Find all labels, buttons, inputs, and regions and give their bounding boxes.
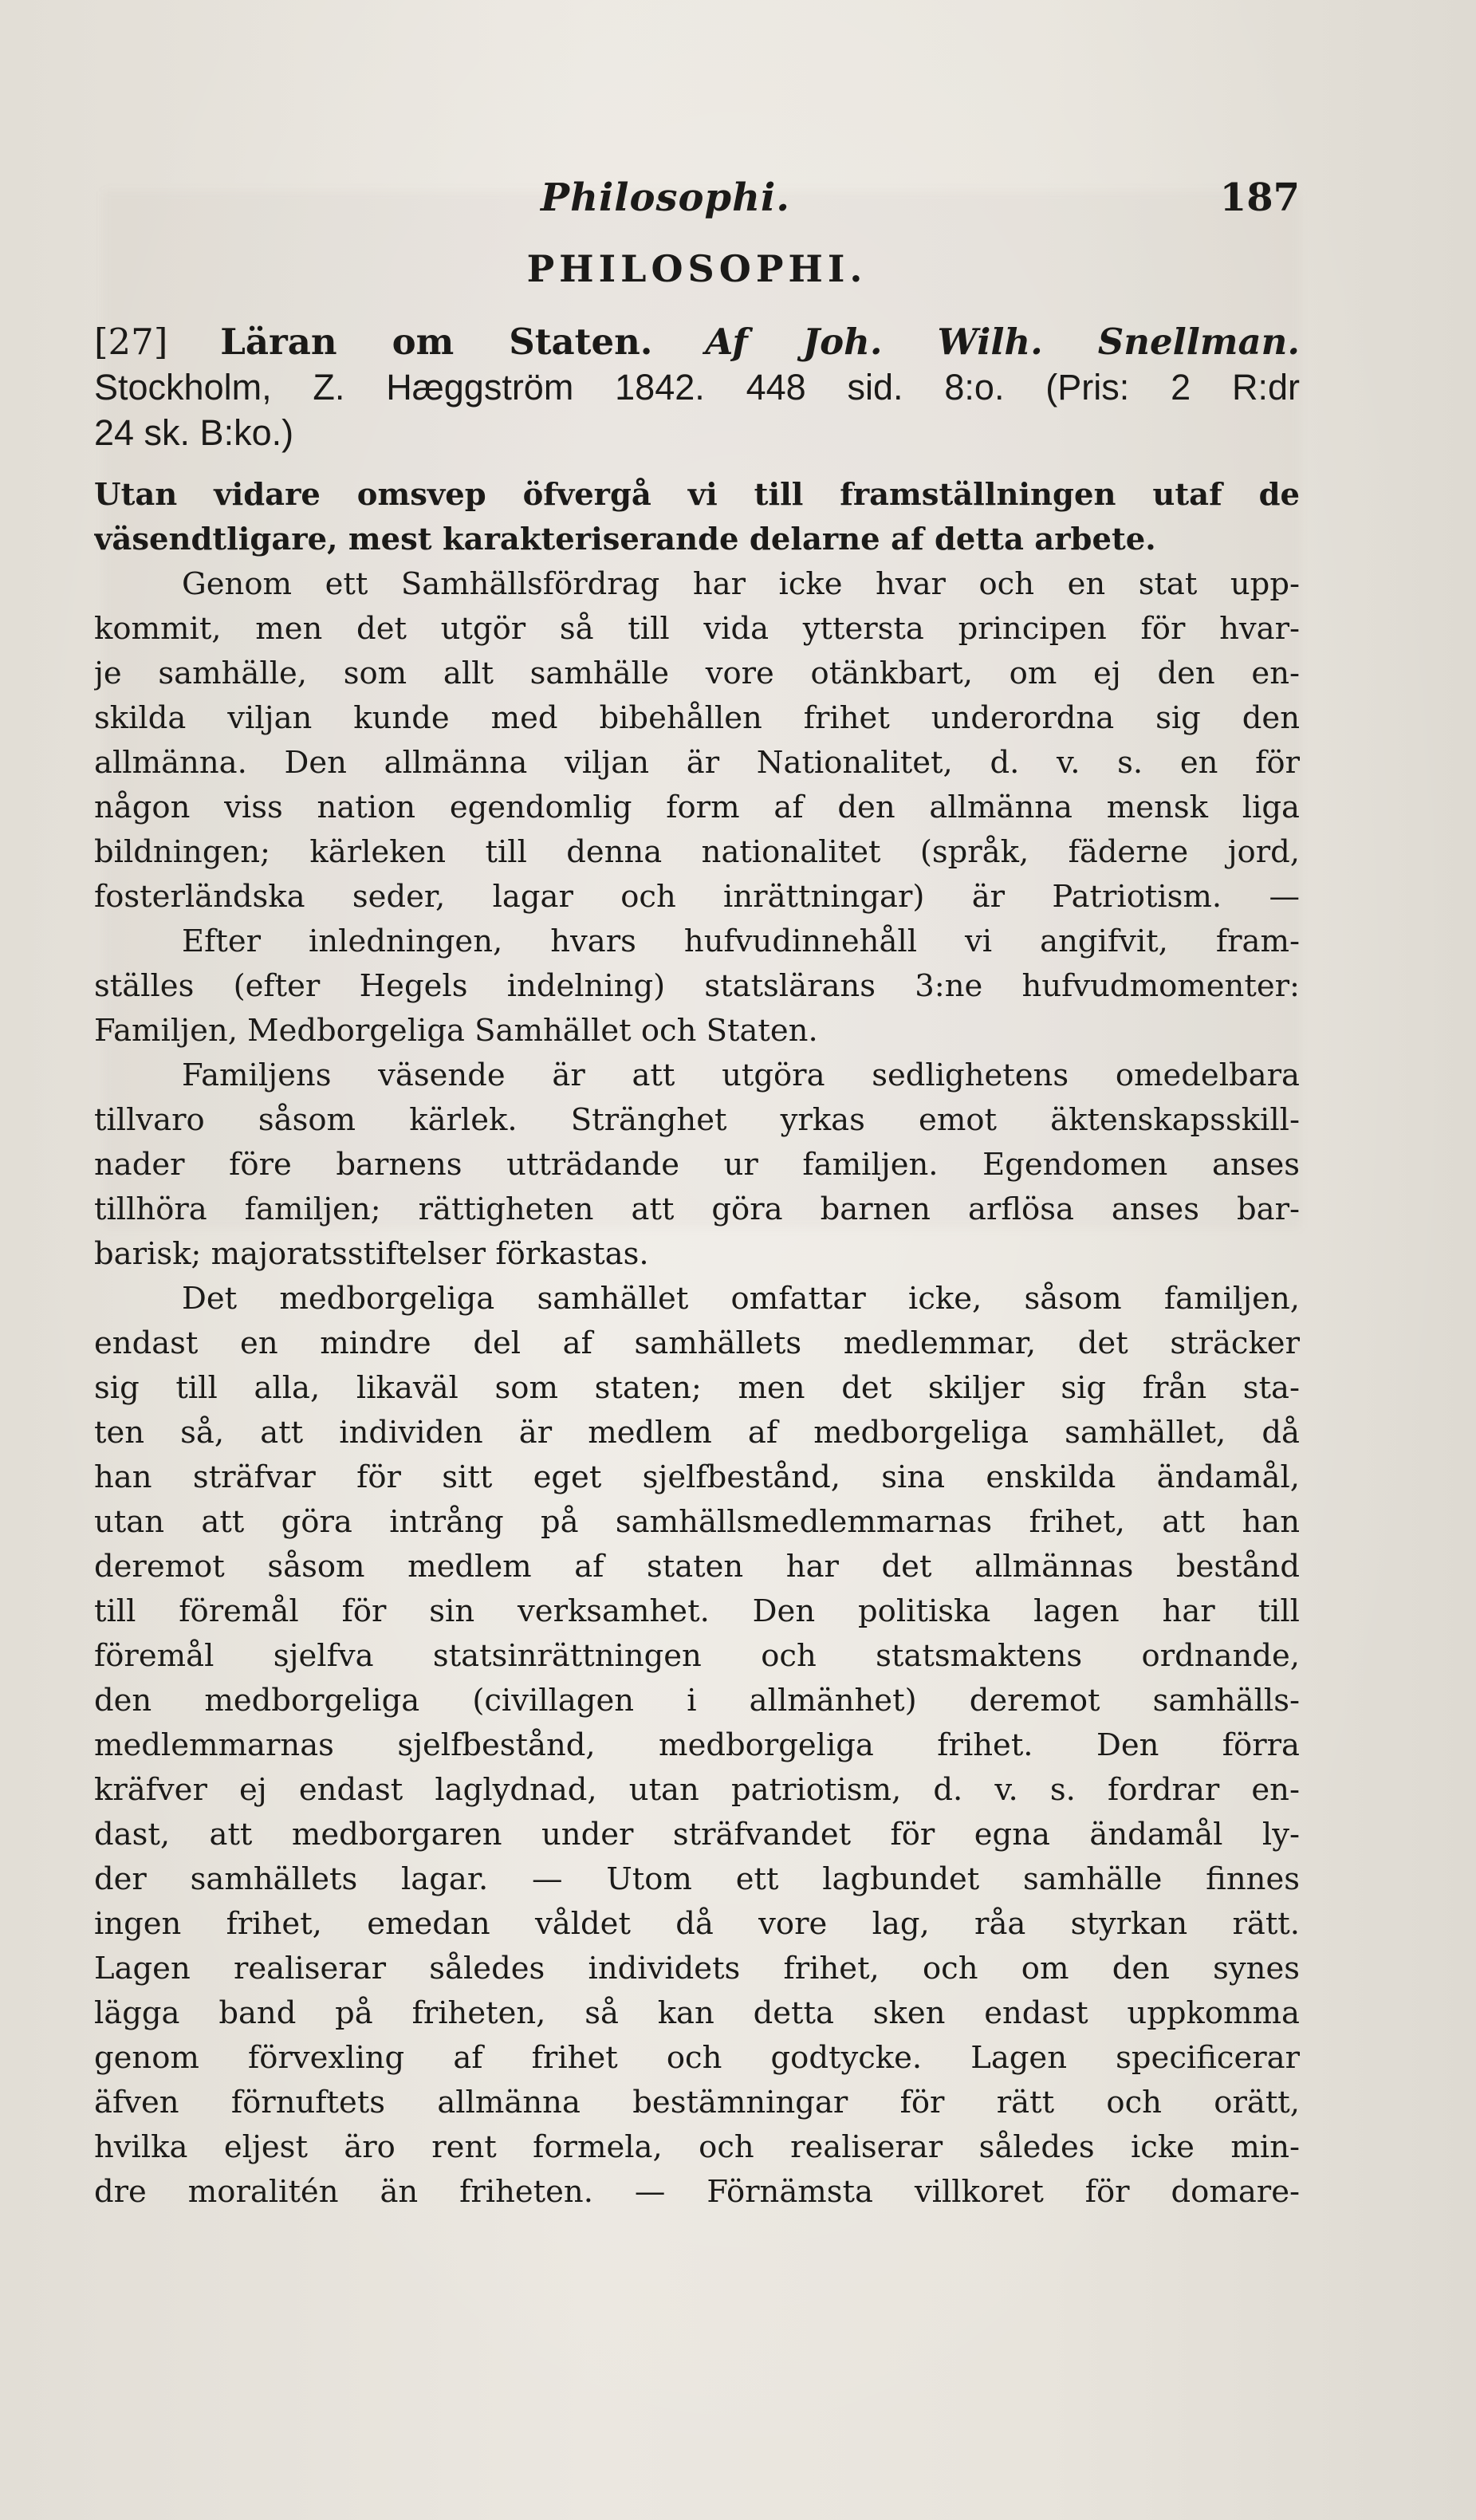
entry-number: [27] (94, 321, 168, 363)
text-line: hvilka eljest äro rent formela, och realiserar således icke min- (94, 2129, 1300, 2165)
text-line: medlemmarnas sjelfbestånd, medborgeliga frihet. Den förra (94, 1727, 1300, 1763)
text-line: den medborgeliga (civillagen i allmänhet) deremot samhälls- (94, 1683, 1300, 1719)
text-line: någon viss nation egendomlig form af den allmänna mensk liga (94, 789, 1300, 825)
text-line: der samhällets lagar. — Utom ett lagbundet samhälle finnes (94, 1861, 1300, 1897)
text-line: föremål sjelfva statsinrättningen och statsmaktens ordnande, (94, 1638, 1300, 1674)
text-line: till föremål för sin verksamhet. Den politiska lagen har till (94, 1593, 1300, 1629)
text-line: skilda viljan kunde med bibehållen frihet underordna sig den (94, 700, 1300, 736)
entry-title-line (94, 319, 1300, 364)
entry-imprint-line-2: 24 sk. B:ko.) (94, 412, 294, 453)
text-line: genom förvexling af frihet och godtycke. Lagen specificerar (94, 2040, 1300, 2076)
text-line: endast en mindre del af samhällets medlemmar, det sträcker (94, 1325, 1300, 1361)
text-line: tillvaro såsom kärlek. Stränghet yrkas emot äktenskapsskill- (94, 1102, 1300, 1138)
text-line: Utan vidare omsvep öfvergå vi till framställningen utaf de (94, 477, 1300, 513)
section-title: PHILOSOPHI. (526, 247, 868, 290)
text-line: deremot såsom medlem af staten har det allmännas bestånd (94, 1549, 1300, 1585)
text-line: je samhälle, som allt samhälle vore otänkbart, om ej den en- (94, 656, 1300, 691)
text-line: dast, att medborgaren under sträfvandet för egna ändamål ly- (94, 1817, 1300, 1853)
text-line: han sträfvar för sitt eget sjelfbestånd, sina enskilda ändamål, (94, 1459, 1300, 1495)
text-line: kommit, men det utgör så till vida yttersta principen för hvar- (94, 611, 1300, 647)
paragraph-medborgeliga-samhallet (94, 1277, 1300, 2215)
running-head (94, 159, 1300, 247)
paragraph-intro (94, 473, 1300, 562)
paragraph-inledning (94, 919, 1300, 1053)
entry-imprint-line-1: Stockholm, Z. Hæggström 1842. 448 sid. 8:o. (Pris: 2 R:dr (94, 367, 1300, 408)
text-line: ten så, att individen är medlem af medborgeliga samhället, då (94, 1415, 1300, 1451)
running-title: Philosophi. (541, 175, 790, 220)
text-line: Efter inledningen, hvars hufvudinnehåll vi angifvit, fram- (182, 923, 1300, 959)
text-line: allmänna. Den allmänna viljan är Nationalitet, d. v. s. en för (94, 745, 1300, 781)
text-line: äfven förnuftets allmänna bestämningar för rätt och orätt, (94, 2085, 1300, 2120)
text-line: kräfver ej endast laglydnad, utan patriotism, d. v. s. fordrar en- (94, 1772, 1300, 1808)
text-line: Det medborgeliga samhället omfattar icke, såsom familjen, (182, 1281, 1300, 1317)
paragraph-samhallsfordrag (94, 562, 1300, 919)
text-line: lägga band på friheten, så kan detta sken endast uppkomma (94, 1995, 1300, 2031)
text-line: väsendtligare, mest karakteriserande delarne af detta arbete. (94, 522, 1156, 557)
text-line: fosterländska seder, lagar och inrättningar) är Patriotism. — (94, 879, 1300, 915)
text-line: Familjen, Medborgeliga Samhället och Staten. (94, 1013, 818, 1049)
text-line: dre moralitén än friheten. — Förnämsta villkoret för domare- (94, 2174, 1300, 2210)
entry-author: Af Joh. Wilh. Snellman. (705, 321, 1300, 363)
text-line: ställes (efter Hegels indelning) statslärans 3:ne hufvudmomenter: (94, 968, 1300, 1004)
text-line: utan att göra intrång på samhällsmedlemmarnas frihet, att han (94, 1504, 1300, 1540)
paragraph-familjen (94, 1053, 1300, 1277)
text-line: tillhöra familjen; rättigheten att göra barnen arflösa anses bar- (94, 1191, 1300, 1227)
text-line: Familjens väsende är att utgöra sedlighetens omedelbara (182, 1057, 1300, 1093)
page-text-block (94, 159, 1300, 2215)
text-line: Genom ett Samhällsfördrag har icke hvar och en stat upp- (182, 566, 1300, 602)
text-line: bildningen; kärleken till denna nationalitet (språk, fäderne jord, (94, 834, 1300, 870)
entry-work-title: Läran om Staten. (220, 321, 653, 363)
text-line: nader före barnens utträdande ur familjen. Egendomen anses (94, 1147, 1300, 1183)
text-line: ingen frihet, emedan våldet då vore lag, råa styrkan rätt. (94, 1906, 1300, 1942)
text-line: barisk; majoratsstiftelser förkastas. (94, 1236, 649, 1272)
text-line: Lagen realiserar således individets frihet, och om den synes (94, 1951, 1300, 1986)
bibliographic-entry (94, 319, 1300, 455)
page-number: 187 (1219, 175, 1300, 220)
text-line: sig till alla, likaväl som staten; men det skiljer sig från sta- (94, 1370, 1300, 1406)
